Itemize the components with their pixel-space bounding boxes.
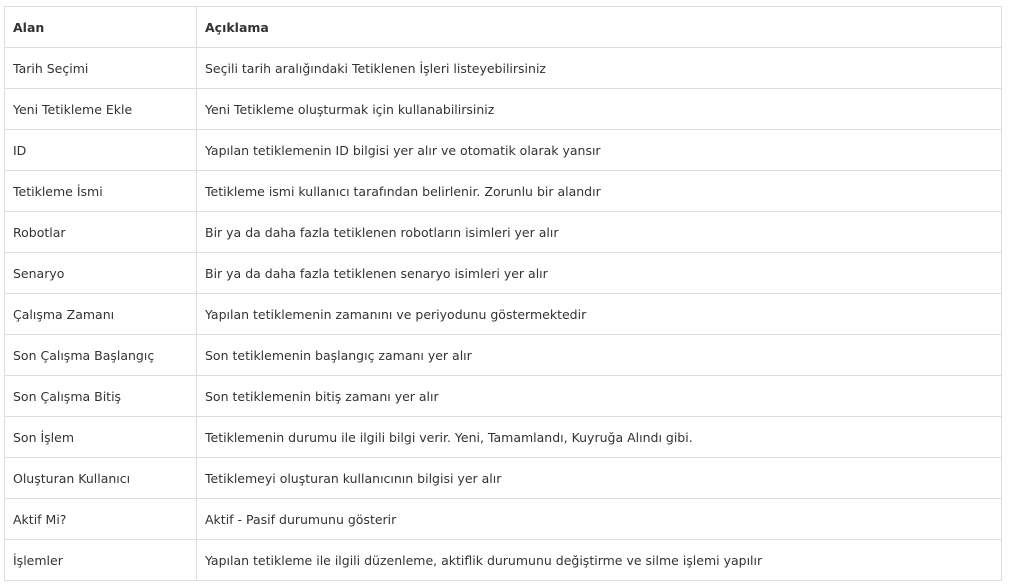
description-cell: Bir ya da daha fazla tetiklenen senaryo isimleri yer alır <box>197 253 1002 294</box>
field-cell: Tetikleme İsmi <box>5 171 197 212</box>
field-cell: İşlemler <box>5 540 197 581</box>
field-cell: Son İşlem <box>5 417 197 458</box>
description-cell: Bir ya da daha fazla tetiklenen robotların isimleri yer alır <box>197 212 1002 253</box>
table-row <box>5 253 1002 294</box>
table-row <box>5 458 1002 499</box>
description-cell: Yapılan tetiklemenin ID bilgisi yer alır ve otomatik olarak yansır <box>197 130 1002 171</box>
table-row <box>5 130 1002 171</box>
field-cell: Senaryo <box>5 253 197 294</box>
field-cell: ID <box>5 130 197 171</box>
table-row <box>5 335 1002 376</box>
field-cell: Son Çalışma Başlangıç <box>5 335 197 376</box>
table-row <box>5 499 1002 540</box>
table-header-row <box>5 7 1002 48</box>
description-cell: Son tetiklemenin başlangıç zamanı yer alır <box>197 335 1002 376</box>
field-description-table <box>4 6 1002 581</box>
column-header-field: Alan <box>5 7 197 48</box>
description-cell: Tetikleme ismi kullanıcı tarafından belirlenir. Zorunlu bir alandır <box>197 171 1002 212</box>
table-row <box>5 48 1002 89</box>
field-cell: Robotlar <box>5 212 197 253</box>
table-row <box>5 212 1002 253</box>
table-row <box>5 171 1002 212</box>
description-cell: Yapılan tetikleme ile ilgili düzenleme, aktiflik durumunu değiştirme ve silme işlemi yapılır <box>197 540 1002 581</box>
field-cell: Yeni Tetikleme Ekle <box>5 89 197 130</box>
table-row <box>5 294 1002 335</box>
field-description-table-container <box>4 6 1001 581</box>
table-row <box>5 89 1002 130</box>
description-cell: Son tetiklemenin bitiş zamanı yer alır <box>197 376 1002 417</box>
field-cell: Aktif Mi? <box>5 499 197 540</box>
field-cell: Son Çalışma Bitiş <box>5 376 197 417</box>
description-cell: Seçili tarih aralığındaki Tetiklenen İşleri listeyebilirsiniz <box>197 48 1002 89</box>
table-row <box>5 376 1002 417</box>
description-cell: Aktif - Pasif durumunu gösterir <box>197 499 1002 540</box>
column-header-description: Açıklama <box>197 7 1002 48</box>
table-row <box>5 540 1002 581</box>
field-cell: Çalışma Zamanı <box>5 294 197 335</box>
description-cell: Tetiklemenin durumu ile ilgili bilgi verir. Yeni, Tamamlandı, Kuyruğa Alındı gibi. <box>197 417 1002 458</box>
table-row <box>5 417 1002 458</box>
field-cell: Tarih Seçimi <box>5 48 197 89</box>
description-cell: Yapılan tetiklemenin zamanını ve periyodunu göstermektedir <box>197 294 1002 335</box>
field-cell: Oluşturan Kullanıcı <box>5 458 197 499</box>
description-cell: Yeni Tetikleme oluşturmak için kullanabilirsiniz <box>197 89 1002 130</box>
description-cell: Tetiklemeyi oluşturan kullanıcının bilgisi yer alır <box>197 458 1002 499</box>
